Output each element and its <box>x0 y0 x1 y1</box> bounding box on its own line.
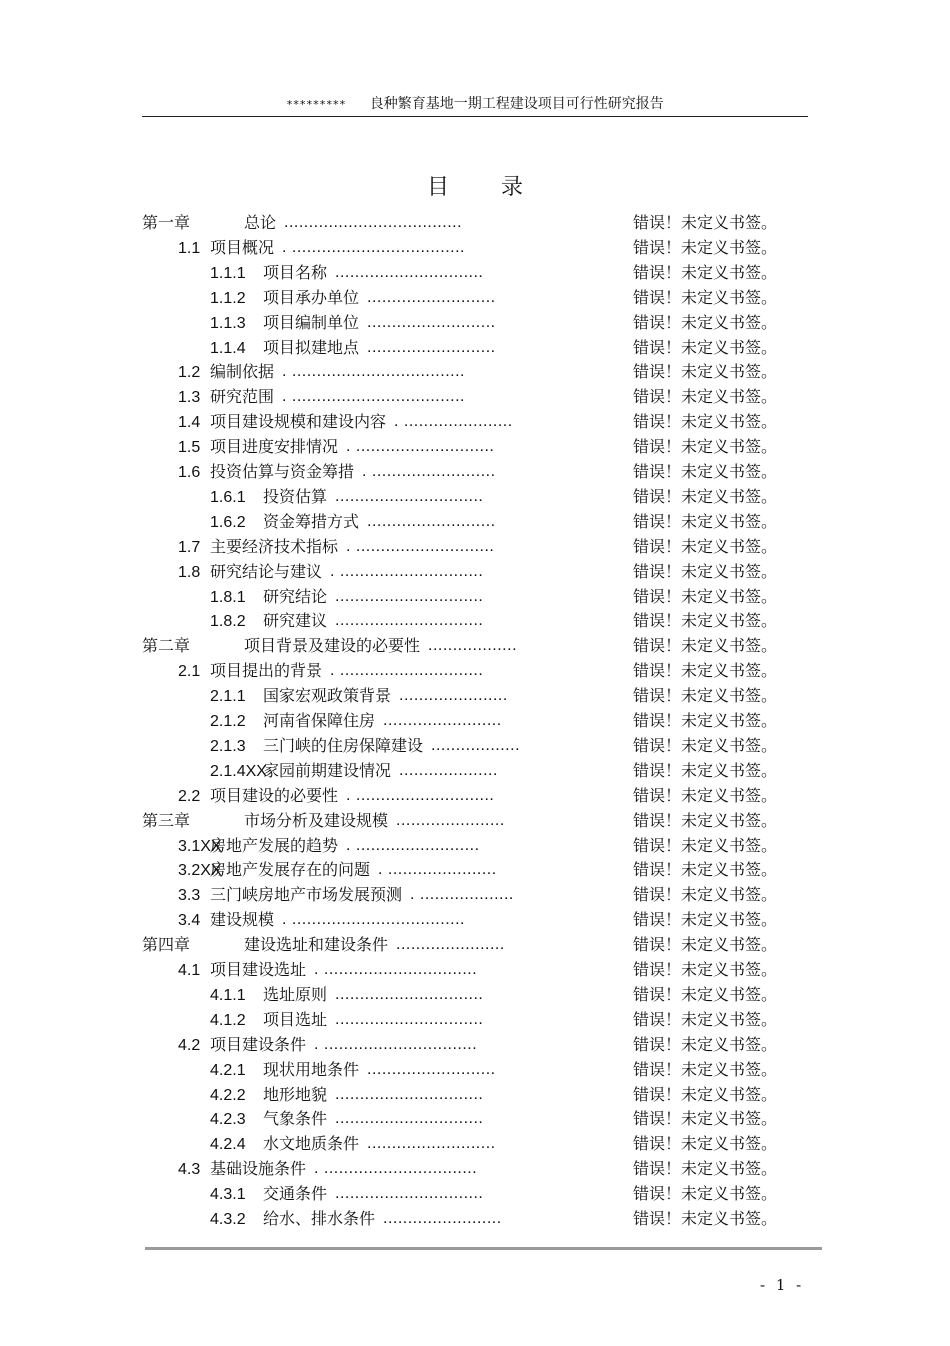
toc-entry-heading <box>210 733 423 759</box>
toc-leader-dots: .......................... <box>367 512 496 530</box>
toc-entry[interactable] <box>0 484 950 509</box>
toc-entry[interactable] <box>0 1057 950 1082</box>
toc-leader-dots: .................... <box>399 761 498 779</box>
toc-entry-number: 第四章 <box>142 937 191 955</box>
toc-entry-title: 项目编制单位 <box>263 312 360 332</box>
toc-leader-dots: .................. <box>431 736 521 754</box>
toc-entry-heading <box>178 783 338 809</box>
toc-entry-number: 第三章 <box>142 812 191 830</box>
toc-entry-heading <box>210 260 327 286</box>
toc-entry-number: 1.1.2 <box>210 289 246 307</box>
toc-leader-dots: .............................. <box>335 612 484 630</box>
toc-entry[interactable] <box>0 1156 950 1181</box>
toc-entry-number: 4.3.2 <box>210 1211 246 1228</box>
toc-entry[interactable] <box>0 260 950 285</box>
toc-entry-title: 项目建设规模和建设内容 <box>210 412 387 432</box>
toc-entry-heading <box>210 1007 327 1033</box>
toc-entry-title: 现状用地条件 <box>263 1059 360 1079</box>
toc-entry-title: 建设规模 <box>210 910 275 930</box>
toc-entry-title: 资金筹措方式 <box>263 511 360 531</box>
toc-entry[interactable] <box>0 857 950 882</box>
toc-entry-title: 项目拟建地点 <box>263 337 360 357</box>
toc-leader-dots: .......................... <box>367 1135 496 1153</box>
toc-page-reference: 错误！未定义书签。 <box>633 636 778 656</box>
toc-entry-heading <box>210 758 391 784</box>
toc-entry-heading <box>210 509 359 535</box>
running-header <box>142 92 808 117</box>
toc-leader-dots: . ................................... <box>282 911 465 929</box>
toc-entry[interactable] <box>0 1131 950 1156</box>
toc-page-reference: 错误！未定义书签。 <box>633 536 778 556</box>
toc-entry-title: 投资估算与资金筹措 <box>210 462 355 481</box>
toc-entry-heading <box>210 683 391 709</box>
toc-page-reference: 错误！未定义书签。 <box>633 810 778 830</box>
toc-page-reference: 错误！未定义书签。 <box>633 1034 778 1054</box>
toc-page-reference: 错误！未定义书签。 <box>633 1209 778 1228</box>
toc-entry-title: 给水、排水条件 <box>263 1209 376 1228</box>
toc-leader-dots: .............................. <box>335 1110 484 1128</box>
header-stars: ********* <box>286 98 346 111</box>
toc-entry-number: 1.2 <box>178 364 201 382</box>
toc-entry-number: 1.1.4 <box>210 339 246 357</box>
toc-entry-heading <box>210 310 359 336</box>
toc-entry-title: 气象条件 <box>263 1109 328 1129</box>
toc-leader-dots: ........................ <box>383 712 502 729</box>
toc-entry-title: 总论 <box>244 213 277 232</box>
toc-entry-number: 2.1.1 <box>210 688 246 706</box>
toc-leader-dots: . ............................ <box>346 537 495 555</box>
toc-page-reference: 错误！未定义书签。 <box>633 213 778 232</box>
toc-entry-heading <box>178 1032 306 1058</box>
toc-entry[interactable] <box>0 833 950 858</box>
toc-leader-dots: .......................... <box>367 338 496 356</box>
toc-entry[interactable] <box>0 907 950 932</box>
toc-page-reference: 错误！未定义书签。 <box>633 561 778 581</box>
toc-page-reference: 错误！未定义书签。 <box>633 437 778 457</box>
toc-entry-title: 研究范围 <box>210 387 275 407</box>
toc-entry-number: 1.3 <box>178 389 201 407</box>
toc-entry-number: 1.1 <box>178 239 201 257</box>
toc-page-reference: 错误！未定义书签。 <box>633 984 778 1004</box>
toc-page-reference: 错误！未定义书签。 <box>633 735 778 755</box>
toc-leader-dots: . ............................ <box>346 438 495 456</box>
toc-entry[interactable] <box>0 982 950 1007</box>
toc-entry-heading <box>142 932 388 958</box>
toc-entry-title: 项目建设的必要性 <box>210 785 339 805</box>
toc-page-reference: 错误！未定义书签。 <box>633 1084 778 1104</box>
toc-entry-number: 第一章 <box>142 215 191 232</box>
toc-page-reference: 错误！未定义书签。 <box>633 611 778 631</box>
toc-entry-title: 项目承办单位 <box>263 287 360 307</box>
toc-entry-heading <box>210 484 327 510</box>
toc-entry-number: 2.1.3 <box>210 737 246 755</box>
toc-entry-title: 项目建设条件 <box>210 1034 307 1054</box>
toc-entry-title: 研究结论 <box>263 586 328 606</box>
toc-entry[interactable] <box>0 384 950 409</box>
toc-entry[interactable] <box>0 1082 950 1107</box>
toc-entry-heading <box>142 210 276 236</box>
toc-entry[interactable] <box>0 1206 950 1231</box>
toc-entry-heading <box>210 335 359 361</box>
toc-leader-dots: .............................. <box>335 587 484 605</box>
toc-entry-title: 投资估算 <box>263 486 328 506</box>
toc-page-reference: 错误！未定义书签。 <box>633 860 778 880</box>
toc-page-reference: 错误！未定义书签。 <box>633 935 778 955</box>
toc-entry-heading <box>210 708 375 734</box>
toc-entry-title: 交通条件 <box>263 1184 328 1204</box>
toc-entry-heading <box>178 857 370 883</box>
toc-entry-number: 1.8 <box>178 563 201 581</box>
toc-entry-title: 房地产发展的趋势 <box>210 835 339 855</box>
toc-leader-dots: . ............................ <box>346 786 495 804</box>
toc-entry[interactable] <box>0 932 950 957</box>
toc-leader-dots: . ...................... <box>394 413 513 431</box>
toc-leader-dots: .............................. <box>335 1085 484 1103</box>
toc-entry-title: 市场分析及建设规模 <box>244 810 389 830</box>
toc-entry[interactable] <box>0 882 950 907</box>
toc-entry[interactable] <box>0 957 950 982</box>
toc-entry-heading <box>178 409 386 435</box>
toc-entry-number: 2.1.4XX <box>210 762 267 780</box>
toc-entry-heading <box>210 1206 375 1232</box>
toc-entry-title: 河南省保障住房 <box>263 711 376 730</box>
footer-divider <box>145 1247 822 1250</box>
page-number: - 1 - <box>760 1276 802 1294</box>
toc-leader-dots: .............................. <box>335 985 484 1003</box>
toc-entry-heading <box>142 633 420 659</box>
toc-page-reference: 错误！未定义书签。 <box>633 1109 778 1129</box>
toc-leader-dots: .......................... <box>367 313 496 331</box>
toc-leader-dots: . ................................... <box>282 363 465 381</box>
toc-entry-title: 项目提出的背景 <box>210 661 323 681</box>
toc-entry[interactable] <box>0 658 950 683</box>
toc-leader-dots: . ................................... <box>282 238 465 256</box>
toc-leader-dots: .............................. <box>335 1010 484 1028</box>
toc-leader-dots: .............................. <box>335 487 484 505</box>
toc-entry-heading <box>210 584 327 610</box>
toc-entry[interactable] <box>0 210 950 235</box>
toc-entry-heading <box>210 608 327 634</box>
toc-leader-dots: ........................ <box>383 1210 502 1227</box>
toc-entry[interactable] <box>0 1032 950 1057</box>
header-title: 良种繁育基地一期工程建设项目可行性研究报告 <box>369 96 664 112</box>
toc-page-reference: 错误！未定义书签。 <box>633 237 778 257</box>
toc-page-reference: 错误！未定义书签。 <box>633 960 778 979</box>
toc-leader-dots: ...................... <box>396 811 505 829</box>
toc-entry[interactable] <box>0 683 950 708</box>
toc-entry-number: 2.1 <box>178 663 201 681</box>
toc-entry-title: 家园前期建设情况 <box>263 760 392 780</box>
toc-entry-number: 4.2.4 <box>210 1136 246 1154</box>
toc-leader-dots: .................................... <box>284 214 463 231</box>
toc-page-reference: 错误！未定义书签。 <box>633 1159 778 1179</box>
toc-entry-number: 3.2XX <box>178 862 222 880</box>
toc-entry-title: 编制依据 <box>210 362 275 382</box>
toc-entry-title: 房地产发展存在的问题 <box>210 860 371 880</box>
toc-entry-number: 1.6.2 <box>210 513 246 531</box>
toc-page-reference: 错误！未定义书签。 <box>633 1184 778 1204</box>
toc-entry-heading <box>178 534 338 560</box>
toc-entry[interactable] <box>0 359 950 384</box>
toc-entry-title: 地形地貌 <box>263 1084 328 1104</box>
toc-entry-number: 4.2 <box>178 1036 201 1054</box>
toc-entry-number: 4.1 <box>178 962 201 979</box>
toc-entry-title: 项目选址 <box>263 1009 328 1029</box>
toc-entry-title: 项目建设选址 <box>210 960 307 979</box>
toc-page-reference: 错误！未定义书签。 <box>633 262 778 282</box>
toc-leader-dots: .............................. <box>335 263 484 281</box>
toc-page-reference: 错误！未定义书签。 <box>633 1059 778 1079</box>
toc-entry-number: 2.1.2 <box>210 713 246 730</box>
toc-entry-title: 建设选址和建设条件 <box>244 935 389 955</box>
toc-page-reference: 错误！未定义书签。 <box>633 462 778 481</box>
toc-entry-number: 1.8.1 <box>210 588 246 606</box>
toc-entry-title: 研究建议 <box>263 611 328 631</box>
toc-entry-heading <box>178 434 338 460</box>
toc-leader-dots: . ...................... <box>378 861 497 879</box>
toc-entry-heading <box>142 808 388 834</box>
toc-entry-heading <box>178 235 274 261</box>
toc-leader-dots: . ......................... <box>362 463 496 480</box>
toc-leader-dots: . ......................... <box>346 836 480 854</box>
toc-entry[interactable] <box>0 285 950 310</box>
toc-entry[interactable] <box>0 335 950 360</box>
toc-entry-number: 1.4 <box>178 414 201 432</box>
toc-entry[interactable] <box>0 584 950 609</box>
toc-entry-heading <box>210 1057 359 1083</box>
toc-page-reference: 错误！未定义书签。 <box>633 760 778 780</box>
toc-entry-heading <box>210 285 359 311</box>
toc-entry-title: 选址原则 <box>263 984 328 1004</box>
toc-entry[interactable] <box>0 708 950 733</box>
toc-entry-heading <box>210 1181 327 1207</box>
toc-entry-heading <box>210 1082 327 1108</box>
toc-entry-number: 4.2.1 <box>210 1061 246 1079</box>
toc-leader-dots: ...................... <box>396 936 505 954</box>
toc-page-reference: 错误！未定义书签。 <box>633 287 778 307</box>
toc-entry-number: 第二章 <box>142 638 191 656</box>
toc-leader-dots: ...................... <box>399 687 508 705</box>
toc-entry-number: 4.1.1 <box>210 986 246 1004</box>
toc-entry[interactable] <box>0 310 950 335</box>
toc-page-reference: 错误！未定义书签。 <box>633 1009 778 1029</box>
toc-entry-number: 1.6 <box>178 464 201 481</box>
toc-entry[interactable] <box>0 559 950 584</box>
toc-page-reference: 错误！未定义书签。 <box>633 835 778 855</box>
toc-entry-title: 国家宏观政策背景 <box>263 686 392 706</box>
toc-entry-number: 3.4 <box>178 912 201 930</box>
toc-entry-title: 项目背景及建设的必要性 <box>244 636 421 656</box>
toc-entry[interactable] <box>0 1106 950 1131</box>
toc-page-reference: 错误！未定义书签。 <box>633 337 778 357</box>
toc-entry[interactable] <box>0 459 950 484</box>
toc-page-reference: 错误！未定义书签。 <box>633 362 778 382</box>
toc-entry-title: 主要经济技术指标 <box>210 536 339 556</box>
toc-leader-dots: . ............................... <box>314 961 478 978</box>
toc-entry[interactable] <box>0 434 950 459</box>
toc-entry-heading <box>178 1156 306 1182</box>
toc-leader-dots: . ................................... <box>282 388 465 406</box>
toc-entry-heading <box>178 957 306 983</box>
toc-entry-heading <box>178 459 354 485</box>
toc-page-reference: 错误！未定义书签。 <box>633 586 778 606</box>
toc-entry-number: 3.1XX <box>178 837 222 855</box>
toc-entry-heading <box>210 1131 359 1157</box>
toc-entry-number: 1.7 <box>178 538 201 556</box>
toc-leader-dots: . ............................... <box>314 1035 478 1053</box>
toc-entry[interactable] <box>0 1007 950 1032</box>
toc-entry[interactable] <box>0 783 950 808</box>
toc-page-reference: 错误！未定义书签。 <box>633 387 778 407</box>
toc-leader-dots: .......................... <box>367 1060 496 1078</box>
toc-leader-dots: . ............................. <box>330 662 484 680</box>
toc-page-reference: 错误！未定义书签。 <box>633 1134 778 1154</box>
toc-entry-title: 三门峡房地产市场发展预测 <box>210 885 403 905</box>
toc-leader-dots: . ............................... <box>314 1160 478 1178</box>
toc-entry[interactable] <box>0 608 950 633</box>
toc-entry[interactable] <box>0 808 950 833</box>
toc-entry-heading <box>178 907 274 933</box>
toc-leader-dots: . ............................. <box>330 562 484 580</box>
toc-entry-number: 1.6.1 <box>210 488 246 506</box>
toc-page-reference: 错误！未定义书签。 <box>633 885 778 905</box>
toc-entry-title: 三门峡的住房保障建设 <box>263 735 424 755</box>
toc-entry[interactable] <box>0 509 950 534</box>
toc-entry-title: 项目名称 <box>263 262 328 282</box>
toc-entry-number: 3.3 <box>178 887 201 905</box>
toc-page-reference: 错误！未定义书签。 <box>633 412 778 432</box>
toc-entry-heading <box>178 833 338 859</box>
toc-entry-number: 4.3.1 <box>210 1186 246 1204</box>
toc-entry-number: 1.1.1 <box>210 264 246 282</box>
toc-page-reference: 错误！未定义书签。 <box>633 785 778 805</box>
toc-entry-heading <box>178 384 274 410</box>
toc-entry[interactable] <box>0 1181 950 1206</box>
toc-entry-heading <box>210 982 327 1008</box>
toc-entry-heading <box>178 658 322 684</box>
toc-entry-heading <box>178 882 402 908</box>
toc-page-reference: 错误！未定义书签。 <box>633 661 778 681</box>
toc-page-reference: 错误！未定义书签。 <box>633 711 778 730</box>
toc-entry-number: 4.3 <box>178 1161 201 1179</box>
toc-leader-dots: .............................. <box>335 1185 484 1203</box>
toc-leader-dots: . ................... <box>410 886 514 904</box>
toc-entry[interactable] <box>0 409 950 434</box>
toc-entry[interactable] <box>0 733 950 758</box>
toc-page-reference: 错误！未定义书签。 <box>633 486 778 506</box>
toc-entry-title: 项目概况 <box>210 237 275 257</box>
toc-entry[interactable] <box>0 534 950 559</box>
toc-title: 目录 <box>426 175 575 200</box>
toc-entry-heading <box>178 359 274 385</box>
toc-page-reference: 错误！未定义书签。 <box>633 511 778 531</box>
toc-entry[interactable] <box>0 633 950 658</box>
toc-entry-number: 1.5 <box>178 439 201 457</box>
toc-entry-number: 1.8.2 <box>210 613 246 631</box>
toc-leader-dots: .......................... <box>367 288 496 306</box>
toc-entry-heading <box>178 559 322 585</box>
toc-page-reference: 错误！未定义书签。 <box>633 686 778 706</box>
toc-entry-number: 4.1.2 <box>210 1011 246 1029</box>
toc-entry-title: 水文地质条件 <box>263 1134 360 1154</box>
toc-leader-dots: .................. <box>428 637 518 655</box>
toc-entry-title: 基础设施条件 <box>210 1159 307 1179</box>
toc-entry[interactable] <box>0 758 950 783</box>
toc-page-reference: 错误！未定义书签。 <box>633 910 778 930</box>
toc-entry-number: 4.2.2 <box>210 1086 246 1104</box>
toc-entry-number: 2.2 <box>178 787 201 805</box>
toc-entry-number: 1.1.3 <box>210 314 246 332</box>
toc-entry-number: 4.2.3 <box>210 1111 246 1129</box>
toc-entry[interactable] <box>0 235 950 260</box>
toc-page-reference: 错误！未定义书签。 <box>633 312 778 332</box>
toc-entry-title: 研究结论与建议 <box>210 561 323 581</box>
toc-entry-heading <box>210 1106 327 1132</box>
toc-entry-title: 项目进度安排情况 <box>210 437 339 457</box>
